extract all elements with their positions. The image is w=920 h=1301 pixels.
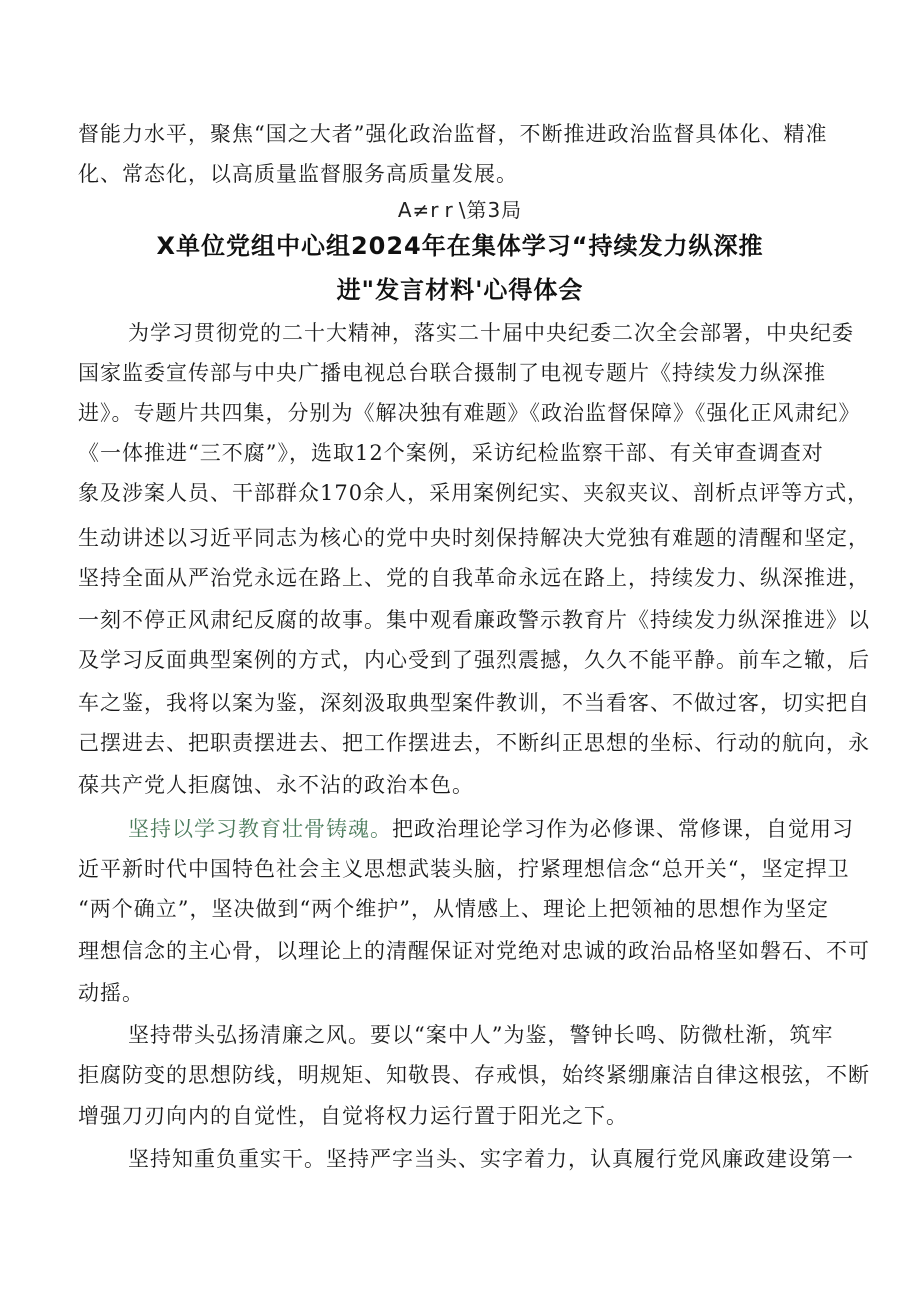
paragraph-3-line: 拒腐防变的思想防线，明规矩、知敬畏、存戒惧，始终紧绷廉洁自律这根弦，不断 — [78, 1063, 870, 1087]
paragraph-2-first-line — [128, 809, 858, 849]
paragraph-2-line: “两个确立”，坚决做到“两个维护”，从情感上、理论上把领袖的思想作为坚定 — [78, 897, 829, 921]
paragraph-1-line: 象及涉案人员、干部群众170余人，采用案例纪实、夹叙夹议、剖析点评等方式， — [78, 481, 870, 505]
intro-line-1: 督能力水平，聚焦“国之大者”强化政治监督，不断推进政治监督具体化、精准 — [78, 122, 828, 146]
paragraph-3-line: 增强刀刃向内的自觉性，自觉将权力运行置于阳光之下。 — [78, 1104, 628, 1128]
paragraph-1-line: 己摆进去、把职责摆进去、把工作摆进去，不断纠正思想的坐标、行动的航向，永 — [78, 731, 870, 755]
paragraph-1-line: 进》。专题片共四集，分别为《解决独有难题》《政治监督保障》《强化正风肃纪》 — [78, 401, 861, 425]
paragraph-2-line: 理想信念的主心骨，以理论上的清醒保证对党绝对忠诚的政治品格坚如磐石、不可 — [78, 939, 870, 963]
paragraph-1-line: 国家监委宣传部与中央广播电视总台联合摄制了电视专题片《持续发力纵深推 — [78, 361, 826, 385]
document-title-line-1: X单位党组中心组2024年在集体学习“持续发力纵深推 — [156, 232, 764, 260]
paragraph-2-line: 动摇。 — [78, 981, 144, 1005]
paragraph-1-line: 一刻不停正风肃纪反腐的故事。集中观看廉政警示教育片《持续发力纵深推进》以 — [78, 608, 870, 632]
paragraph-1-line: 及学习反面典型案例的方式，内心受到了强烈震撼，久久不能平静。前车之辙，后 — [78, 648, 870, 672]
paragraph-3-line: 坚持带头弘扬清廉之风。要以“案中人”为鉴，警钟长鸣、防微杜渐，筑牢 — [128, 1023, 834, 1047]
paragraph-2-first-rest: 把政治理论学习作为必修课、常修课，自觉用习 — [392, 817, 854, 841]
document-title-line-2: 进"发言材料'心得体会 — [336, 276, 584, 304]
paragraph-1-line: 为学习贯彻党的二十大精神，落实二十届中央纪委二次全会部署，中央纪委 — [128, 321, 854, 345]
section-label: A≠r r \第3局 — [397, 198, 523, 222]
paragraph-1-line: 生动讲述以习近平同志为核心的党中央时刻保持解决大党独有难题的清醒和坚定， — [78, 526, 870, 550]
paragraph-4-line: 坚持知重负重实干。坚持严字当头、实字着力，认真履行党风廉政建设第一 — [128, 1147, 854, 1171]
paragraph-2-line: 近平新时代中国特色社会主义思想武装头脑，拧紧理想信念“总开关“，坚定捍卫 — [78, 857, 850, 881]
paragraph-1-line: 坚持全面从严治党永远在路上、党的自我革命永远在路上，持续发力、纵深推进， — [78, 566, 870, 590]
intro-line-2: 化、常态化，以高质量监督服务高质量发展。 — [78, 162, 518, 186]
paragraph-1-line: 车之鉴，我将以案为鉴，深刻汲取典型案件教训，不当看客、不做过客，切实把自 — [78, 691, 870, 715]
paragraph-2-lead: 坚持以学习教育壮骨铸魂。 — [128, 817, 392, 841]
paragraph-1-line: 葆共产党人拒腐蚀、永不沾的政治本色。 — [78, 773, 474, 797]
paragraph-1-line: 《一体推进“三不腐”》，选取12个案例，采访纪检监察干部、有关审查调查对 — [78, 441, 824, 465]
